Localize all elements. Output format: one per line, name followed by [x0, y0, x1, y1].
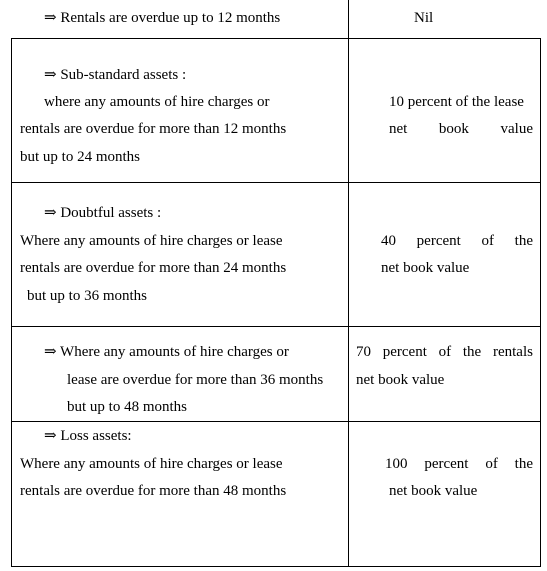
table-right-border: [540, 38, 541, 567]
word: 70: [356, 344, 371, 360]
table-bottom-border: [11, 566, 541, 567]
word: the: [514, 233, 533, 249]
word: book: [438, 121, 469, 137]
row2-category-line: but up to 24 months: [20, 149, 141, 165]
row2-category-line: rentals are overdue for more than 12 months: [20, 121, 287, 137]
word: of: [438, 344, 452, 360]
word: percent: [382, 344, 427, 360]
row3-category-line: rentals are overdue for more than 24 months: [20, 260, 287, 276]
row4-category-line: ⇒ Where any amounts of hire charges or: [44, 344, 289, 360]
row2-provision-line: 10 percent of the lease: [389, 94, 524, 110]
row-divider: [11, 421, 541, 422]
row4-provision-line: [356, 343, 533, 361]
column-divider: [348, 0, 349, 567]
word: the: [462, 344, 482, 360]
word: percent: [424, 456, 469, 472]
row4-category-line: lease are overdue for more than 36 months: [67, 372, 324, 388]
row3-category-heading: ⇒ Doubtful assets :: [44, 205, 162, 221]
word: the: [514, 456, 533, 472]
row3-provision-line: net book value: [381, 260, 470, 276]
word: value: [500, 121, 533, 137]
word: of: [481, 233, 494, 249]
row5-provision-line: [385, 455, 533, 473]
row2-category-heading: ⇒ Sub-standard assets :: [44, 67, 187, 83]
row3-category-line: Where any amounts of hire charges or lease: [20, 233, 283, 249]
row2-category-line: where any amounts of hire charges or: [44, 94, 270, 110]
row-divider: [11, 326, 541, 327]
word: 40: [381, 233, 396, 249]
word: 100: [385, 456, 408, 472]
word: net: [389, 121, 408, 137]
row5-provision-line: net book value: [389, 483, 478, 499]
row5-category-line: Where any amounts of hire charges or lease: [20, 456, 283, 472]
row3-provision-line: [381, 232, 533, 250]
word: percent: [416, 233, 461, 249]
row4-category-line: but up to 48 months: [67, 399, 188, 415]
row1-category: ⇒ Rentals are overdue up to 12 months: [44, 10, 281, 26]
row2-provision-line: [389, 120, 533, 138]
row-divider: [11, 38, 541, 39]
word: of: [485, 456, 498, 472]
row-divider: [11, 182, 541, 183]
word: rentals: [492, 344, 533, 360]
row5-category-heading: ⇒ Loss assets:: [44, 428, 132, 444]
table-left-border: [11, 38, 12, 567]
row3-category-line: but up to 36 months: [27, 288, 148, 304]
row1-provision: Nil: [414, 10, 434, 26]
row4-provision-line: net book value: [356, 372, 445, 388]
row5-category-line: rentals are overdue for more than 48 months: [20, 483, 287, 499]
